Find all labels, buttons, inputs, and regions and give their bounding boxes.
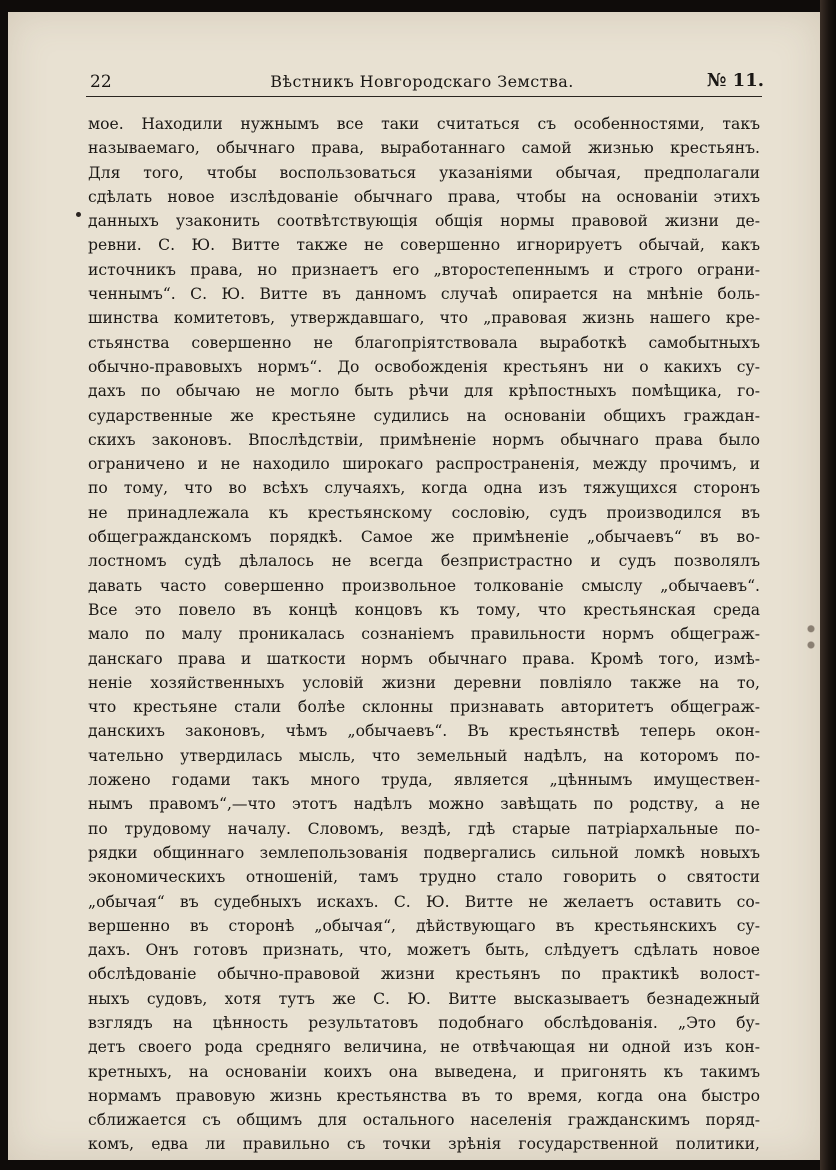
text-line: стьянства совершенно не благопріятствовала выработкѣ самобытныхъ — [88, 333, 760, 352]
text-line: данскихъ законовъ, чѣмъ „обычаевъ“. Въ крестьянствѣ теперь окон- — [88, 722, 760, 741]
text-line: шинства комитетовъ, утверждавшаго, что „правовая жизнь нашего кре- — [88, 309, 760, 328]
body-text — [88, 112, 760, 1157]
text-line: по трудовому началу. Словомъ, вездѣ, гдѣ старые патріархальные по- — [88, 819, 760, 838]
text-line: чательно утвердилась мысль, что земельный надѣлъ, на которомъ по- — [88, 746, 760, 765]
running-header — [80, 66, 764, 96]
text-line: сударственные же крестьяне судились на основаніи общихъ граждан- — [88, 406, 760, 425]
text-line: общегражданскомъ порядкѣ. Самое же примѣненіе „обычаевъ“ въ во- — [88, 528, 760, 547]
text-line: нормамъ правовую жизнь крестьянства въ то время, когда она быстро — [88, 1086, 760, 1105]
text-line: обслѣдованіе обычно-правовой жизни крестьянъ по практикѣ волост- — [88, 965, 760, 984]
text-line: лостномъ судѣ дѣлалось не всегда безпристрастно и судъ позволялъ — [88, 552, 760, 571]
text-line: дахъ. Онъ готовъ признать, что, можетъ быть, слѣдуетъ сдѣлать новое — [88, 941, 760, 960]
text-line: сближается съ общимъ для остального населенія гражданскимъ поряд- — [88, 1111, 760, 1130]
text-line: не принадлежала къ крестьянскому сословію, судъ производился въ — [88, 503, 760, 522]
text-line: мое. Находили нужнымъ все таки считаться съ особенностями, такъ — [88, 115, 760, 133]
text-line: обычно-правовыхъ нормъ“. До освобожденія крестьянъ ни о какихъ су- — [88, 357, 760, 376]
text-line: источникъ права, но признаетъ его „второстепеннымъ и строго ограни- — [88, 260, 760, 279]
text-line: ныхъ судовъ, хотя тутъ же С. Ю. Витте высказываетъ безнадежный — [88, 989, 760, 1008]
text-line: экономическихъ отношеній, тамъ трудно стало говорить о святости — [88, 868, 760, 887]
text-line: неніе хозяйственныхъ условій жизни деревни повліяло также на то, — [88, 673, 760, 692]
text-line: мало по малу проникалась сознаніемъ правильности нормъ общеграж- — [88, 625, 760, 644]
text-line: ревни. С. Ю. Витте также не совершенно игнорируетъ обычай, какъ — [88, 236, 760, 255]
text-line: „обычая“ въ судебныхъ искахъ. С. Ю. Витте не желаетъ оставить со- — [88, 892, 760, 911]
text-line: данныхъ узаконить соотвѣтствующія общія нормы правовой жизни де- — [88, 212, 760, 231]
text-line: детъ своего рода средняго величина, не отвѣчающая ни одной изъ кон- — [88, 1038, 760, 1057]
binding-marks — [804, 618, 818, 654]
text-line: вершенно въ сторонѣ „обычая“, дѣйствующаго въ крестьянскихъ су- — [88, 916, 760, 935]
text-line: сдѣлать новое изслѣдованіе обычнаго права, чтобы на основаніи этихъ — [88, 187, 760, 206]
text-line: давать часто совершенно произвольное толкованіе смыслу „обычаевъ“. — [88, 576, 760, 595]
text-line: называемаго, обычнаго права, выработаннаго самой жизнью крестьянъ. — [88, 139, 760, 158]
text-line: данскаго права и шаткости нормъ обычнаго права. Кромѣ того, измѣ- — [88, 649, 760, 668]
text-line: Для того, чтобы воспользоваться указаніями обычая, предполагали — [88, 163, 760, 182]
text-line: ченнымъ“. С. Ю. Витте въ данномъ случаѣ опирается на мнѣніе боль- — [88, 285, 760, 304]
page-number: 22 — [90, 72, 112, 92]
issue-number: № 11. — [706, 70, 764, 91]
text-line: по тому, что во всѣхъ случаяхъ, когда одна изъ тяжущихся сторонъ — [88, 479, 760, 498]
page-edge-shadow — [820, 0, 836, 1170]
text-line: Все это повело въ концѣ концовъ къ тому, что крестьянская среда — [88, 600, 760, 619]
text-line: ложено годами такъ много труда, является „цѣннымъ имуществен- — [88, 771, 760, 790]
text-line: нымъ правомъ“,—что этотъ надѣлъ можно завѣщать по родству, а не — [88, 795, 760, 814]
text-line: ограничено и не находило широкаго распространенія, между прочимъ, и — [88, 455, 760, 474]
header-rule — [86, 96, 762, 97]
journal-title: Вѣстникъ Новгородскаго Земства. — [270, 72, 574, 91]
text-line: что крестьяне стали болѣе склонны признавать авторитетъ общеграж- — [88, 698, 760, 717]
text-line: рядки общиннаго землепользованія подвергались сильной ломкѣ новыхъ — [88, 843, 760, 862]
text-line: кретныхъ, на основаніи коихъ она выведена, и пригонять къ такимъ — [88, 1062, 760, 1081]
margin-dot — [76, 212, 81, 217]
text-line: скихъ законовъ. Впослѣдствіи, примѣненіе нормъ обычнаго права было — [88, 430, 760, 449]
text-line: взглядъ на цѣнность результатовъ подобнаго обслѣдованія. „Это бу- — [88, 1013, 760, 1032]
text-line: комъ, едва ли правильно съ точки зрѣнія государственной политики, — [88, 1135, 760, 1154]
text-line: дахъ по обычаю не могло быть рѣчи для крѣпостныхъ помѣщика, го- — [88, 382, 760, 401]
